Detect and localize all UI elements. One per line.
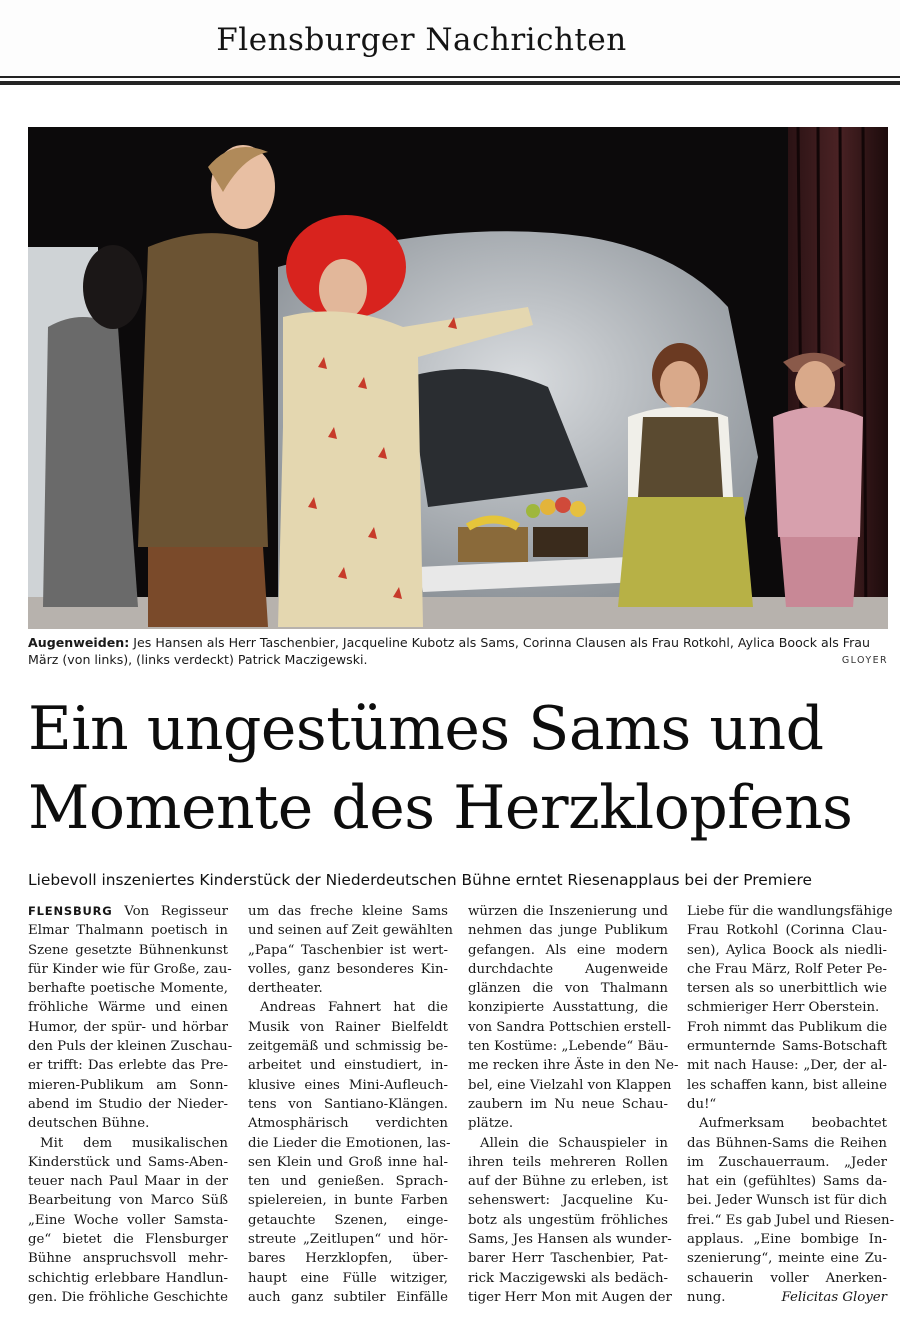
column-line: bares Herzklopfen, über-: [248, 1251, 448, 1267]
column-line: les schaffen kann, bist alleine: [687, 1077, 887, 1093]
column-line: Bühne anspruchsvoll mehr-: [28, 1251, 228, 1267]
column-line: ihren teils mehreren Rollen: [468, 1154, 668, 1170]
column-line: sen Klein und Groß inne hal-: [248, 1154, 448, 1170]
column-line: tens von Santiano-Klängen.: [248, 1096, 448, 1112]
column-line: Allein die Schauspieler in: [480, 1135, 668, 1151]
column-line: applaus. „Eine bombige In-: [687, 1232, 887, 1248]
column-line: barer Herr Taschenbier, Pat-: [468, 1251, 668, 1267]
column-line: rick Maczigewski als bedäch-: [468, 1270, 668, 1286]
column-line: ermunternde Sams-Botschaft: [687, 1039, 887, 1055]
article-column-3: [468, 902, 679, 1307]
column-line: ten Kostüme: „Lebende“ Bäu-: [468, 1039, 669, 1055]
column-line: Elmar Thalmann poetisch in: [28, 923, 228, 939]
column-line: Liebe für die wandlungsfähige: [687, 904, 893, 919]
column-line: getauchte Szenen, einge-: [248, 1212, 448, 1228]
column-line: und seinen auf Zeit gewählten: [248, 923, 453, 939]
column-line: abend im Studio der Nieder-: [28, 1096, 228, 1112]
column-line: gefangen. Als eine modern: [468, 942, 668, 958]
column-line: nung. Felicitas Gloyer: [687, 1288, 887, 1307]
column-line: schichtig erlebbare Handlun-: [28, 1270, 228, 1286]
column-line: plätze.: [468, 1116, 514, 1132]
column-line: tersen als so unerbittlich wie: [687, 981, 887, 997]
photo-caption: [28, 634, 888, 668]
column-line: für Kinder wie für Große, zau-: [28, 961, 232, 977]
column-line: fröhliche Wärme und einen: [28, 1000, 228, 1016]
column-line: von Sandra Pottschien erstell-: [468, 1019, 672, 1035]
column-line: che Frau März, Rolf Peter Pe-: [687, 961, 887, 977]
column-line: sehenswert: Jacqueline Ku-: [468, 1193, 668, 1209]
column-line: Frau Rotkohl (Corinna Clau-: [687, 923, 887, 939]
column-line: Sams, Jes Hansen als wunder-: [468, 1232, 672, 1248]
column-line: zeitgemäß und schmissig be-: [248, 1039, 448, 1055]
column-line: sen), Aylica Boock als niedli-: [687, 942, 887, 958]
column-line: frei.“ Es gab Jubel und Riesen-: [687, 1212, 895, 1228]
column-line: mieren-Publikum am Sonn-: [28, 1077, 228, 1093]
column-line: Kinderstück und Sams-Aben-: [28, 1154, 228, 1170]
article-column-4: [687, 902, 895, 1307]
column-line: konzipierte Ausstattung, die: [468, 1000, 668, 1016]
column-line: volles, ganz besonderes Kin-: [248, 961, 448, 977]
column-line: tiger Herr Mon mit Augen der: [468, 1289, 672, 1305]
column-line: zaubern im Nu neue Schau-: [468, 1096, 668, 1112]
column-line: bei. Jeder Wunsch ist für dich: [687, 1193, 888, 1209]
article-column-2: [248, 902, 453, 1307]
masthead-rule-thick: [0, 81, 900, 85]
column-line: den Puls der kleinen Zuschau-: [28, 1039, 233, 1055]
column-line: schauerin voller Anerken-: [687, 1270, 887, 1286]
column-line: er trifft: Das erlebte das Pre-: [28, 1058, 228, 1074]
column-line: Humor, der spür- und hörbar: [28, 1019, 228, 1035]
article-headline: [28, 690, 888, 848]
column-line: gen. Die fröhliche Geschichte: [28, 1289, 228, 1305]
column-line: bel, eine Vielzahl von Klappen: [468, 1077, 672, 1093]
column-line: szenierung“, meinte eine Zu-: [687, 1251, 887, 1267]
stage-scene-illustration: [28, 127, 888, 629]
article-photo: [28, 127, 888, 629]
column-line: du!“: [687, 1096, 717, 1112]
column-line: hat ein (gefühltes) Sams da-: [687, 1174, 887, 1190]
column-line: „Eine Woche voller Samsta-: [28, 1212, 228, 1228]
caption-text: Jes Hansen als Herr Taschenbier, Jacqueline Kubotz als Sams, Corinna Clausen als Frau Rotkohl, Aylica Boock als Frau März (von links), (links verdeckt) Patrick Maczigewski.: [28, 635, 870, 667]
column-line: das Bühnen-Sams die Reihen: [687, 1135, 887, 1151]
column-line: schmieriger Herr Oberstein.: [687, 1000, 880, 1016]
masthead-rule-thin: [0, 76, 900, 78]
column-line: würzen die Inszenierung und: [468, 904, 668, 919]
photo-credit: GLOYER: [841, 655, 888, 666]
column-line: Aufmerksam beobachtet: [699, 1116, 887, 1132]
newspaper-title: Flensburger Nachrichten: [216, 22, 627, 58]
article-author: Felicitas Gloyer: [781, 1289, 887, 1305]
column-line: ge“ bietet die Flensburger: [28, 1232, 228, 1248]
column-line: um das freche kleine Sams: [248, 904, 448, 919]
column-line: ten und genießen. Sprach-: [248, 1174, 448, 1190]
column-line: im Zuschauerraum. „Jeder: [687, 1154, 887, 1170]
column-line: dertheater.: [248, 981, 323, 997]
column-line: „Papa“ Taschenbier ist wert-: [248, 942, 448, 958]
column-line: arbeitet und einstudiert, in-: [248, 1058, 448, 1074]
column-line: die Lieder die Emotionen, las-: [248, 1135, 451, 1151]
caption-lead: Augenweiden:: [28, 635, 130, 650]
column-line: Froh nimmt das Publikum die: [687, 1019, 888, 1035]
column-line: klusive eines Mini-Aufleuch-: [248, 1077, 448, 1093]
column-line: botz als ungestüm fröhliches: [468, 1212, 668, 1228]
column-line: spielereien, in bunte Farben: [248, 1193, 448, 1209]
headline-line-2: Momente des Herzklopfens: [28, 773, 853, 843]
column-line: streute „Zeitlupen“ und hör-: [248, 1232, 448, 1248]
column-line: auch ganz subtiler Einfälle: [248, 1289, 448, 1305]
article-column-1: [28, 902, 233, 1307]
column-line: durchdachte Augenweide: [468, 961, 668, 977]
column-line: Bearbeitung von Marco Süß: [28, 1193, 228, 1209]
column-line: Mit dem musikalischen: [40, 1135, 228, 1151]
column-line: teuer nach Paul Maar in der: [28, 1174, 228, 1190]
column-line: Atmosphärisch verdichten: [248, 1116, 448, 1132]
column-line: Szene gesetzte Bühnenkunst: [28, 942, 228, 958]
column-line: mit nach Hause: „Der, der al-: [687, 1058, 887, 1074]
column-line: FLENSBURG Von Regisseur: [28, 904, 229, 919]
column-line: me recken ihre Äste in den Ne-: [468, 1058, 679, 1074]
masthead: [0, 0, 900, 90]
column-line: haupt eine Fülle witziger,: [248, 1270, 448, 1286]
dateline: FLENSBURG: [28, 904, 113, 918]
column-line: Andreas Fahnert hat die: [260, 1000, 448, 1016]
column-line: Musik von Rainer Bielfeldt: [248, 1019, 448, 1035]
column-line: deutschen Bühne.: [28, 1116, 150, 1132]
article-subheadline: Liebevoll inszeniertes Kinderstück der Niederdeutschen Bühne erntet Riesenapplaus bei der Premiere: [28, 871, 812, 889]
column-line: berhafte poetische Momente,: [28, 981, 228, 997]
headline-line-1: Ein ungestümes Sams und: [28, 694, 824, 764]
column-line: nehmen das junge Publikum: [468, 923, 668, 939]
column-line: glänzen die von Thalmann: [468, 981, 668, 997]
column-line: auf der Bühne zu erleben, ist: [468, 1174, 668, 1190]
